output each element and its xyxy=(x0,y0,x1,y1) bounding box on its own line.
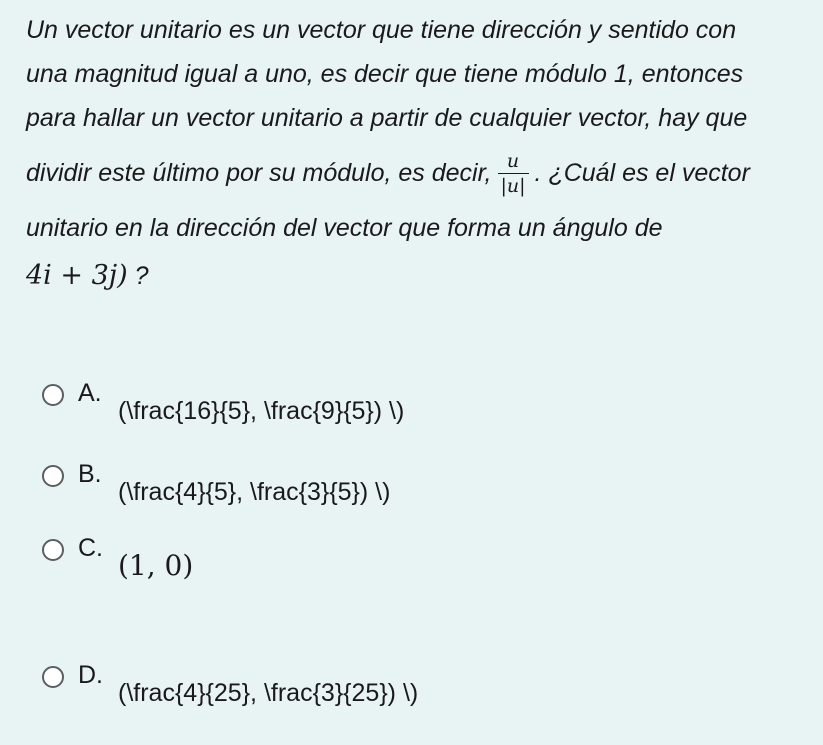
vector-expression-line xyxy=(26,250,816,302)
option-text: (\frac{4}{25}, \frac{3}{25}) \) xyxy=(118,679,419,707)
question-mark: ? xyxy=(134,262,149,290)
vector-expression: 4i + 3j) xyxy=(26,260,128,291)
question-text xyxy=(26,8,816,302)
option-letter: D. xyxy=(78,661,103,689)
option-c[interactable] xyxy=(42,533,194,582)
question-line: unitario en la dirección del vector que forma un ángulo de xyxy=(26,214,663,242)
fraction-u-over-norm xyxy=(498,152,529,196)
option-a[interactable] xyxy=(42,378,405,425)
option-d[interactable] xyxy=(42,660,419,707)
radio-button-icon[interactable] xyxy=(42,384,64,406)
question-line: para hallar un vector unitario a partir de cualquier vector, hay que xyxy=(26,104,748,132)
fraction-numerator: u xyxy=(498,152,529,174)
question-line: Un vector unitario es un vector que tiene dirección y sentido con xyxy=(26,16,737,44)
option-text: (1, 0) xyxy=(118,549,194,582)
fraction-denominator: |u| xyxy=(500,175,526,198)
option-letter: A. xyxy=(78,379,102,407)
option-text: (\frac{16}{5}, \frac{9}{5}) \) xyxy=(118,397,405,425)
option-b[interactable] xyxy=(42,459,391,506)
question-line-with-fraction xyxy=(26,140,816,206)
radio-button-icon[interactable] xyxy=(42,539,64,561)
question-line-text: . ¿Cuál es el vector xyxy=(534,159,750,187)
option-text: (\frac{4}{5}, \frac{3}{5}) \) xyxy=(118,478,391,506)
option-letter: C. xyxy=(78,534,103,562)
radio-button-icon[interactable] xyxy=(42,666,64,688)
option-letter: B. xyxy=(78,460,102,488)
question-line: una magnitud igual a uno, es decir que tiene módulo 1, entonces xyxy=(26,60,744,88)
radio-button-icon[interactable] xyxy=(42,465,64,487)
question-line-text: dividir este último por su módulo, es decir, xyxy=(26,159,492,187)
